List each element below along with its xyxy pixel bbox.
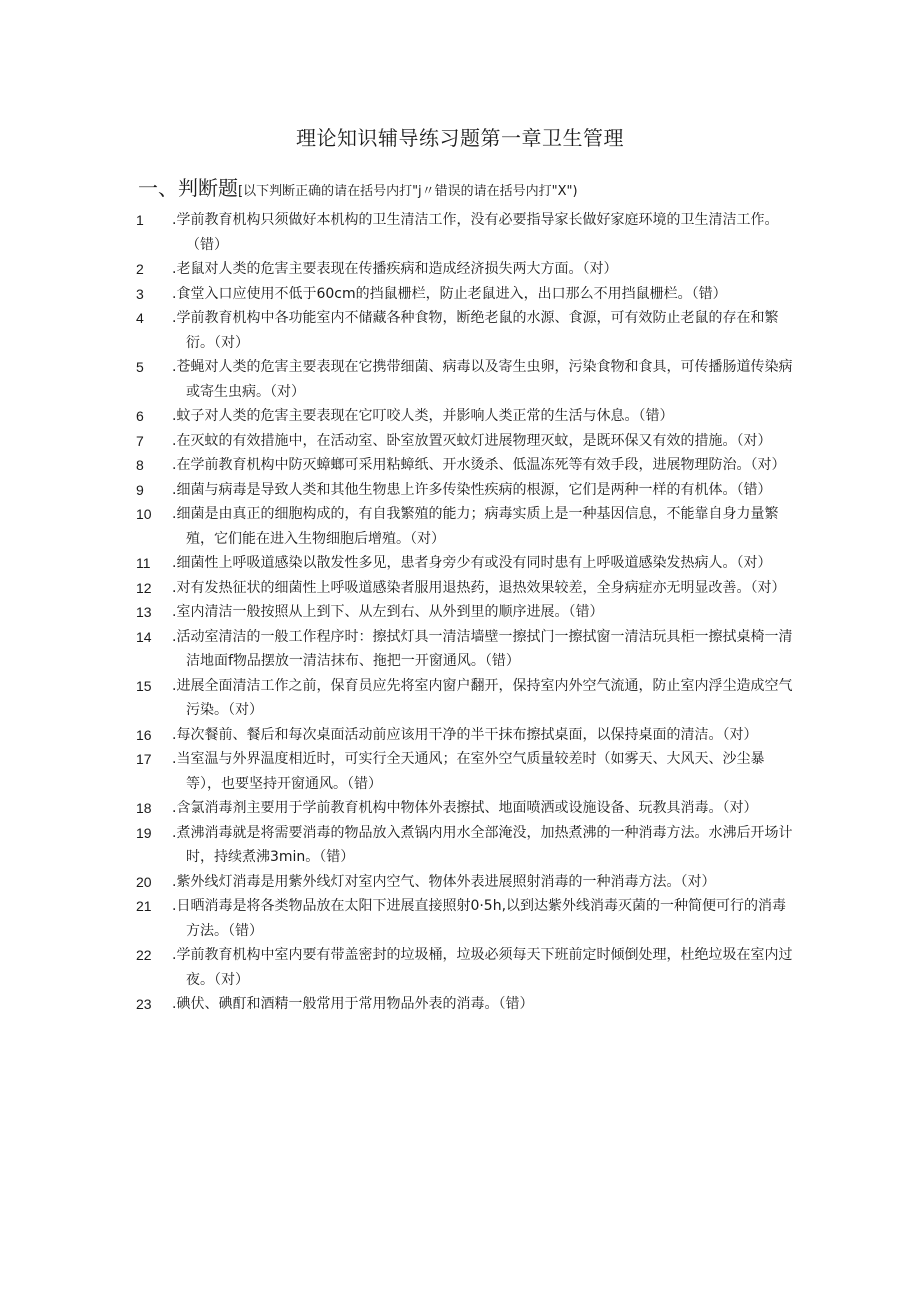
question-text: .活动室清洁的一般工作程序时：擦拭灯具一清洁墙壁一擦拭门一擦拭窗一清洁玩具柜一擦拭桌椅一清洁地面f物品摆放一清洁抹布、拖把一开窗通风。（错） bbox=[172, 628, 793, 669]
question-number: 1 bbox=[136, 212, 144, 228]
question-number: 17 bbox=[136, 751, 152, 767]
question-number: 9 bbox=[136, 481, 144, 498]
question-number: 6 bbox=[136, 408, 144, 424]
question-number: 20 bbox=[136, 873, 152, 890]
question-item bbox=[136, 796, 796, 821]
question-text: .苍蝇对人类的危害主要表现在它携带细菌、病毒以及寄生虫卵，污染食物和食具，可传播肠道传染病或寄生虫病。（对） bbox=[172, 359, 793, 400]
question-text: .对有发热征状的细菌性上呼吸道感染者服用退热药，退热效果较差，全身病症亦无明显改善。（对） bbox=[172, 579, 786, 596]
question-item bbox=[136, 870, 796, 895]
question-text: .学前教育机构只须做好本机构的卫生清洁工作，没有必要指导家长做好家庭环境的卫生清洁工作。（错） bbox=[172, 212, 779, 253]
question-item bbox=[136, 208, 796, 257]
question-item bbox=[136, 747, 796, 796]
question-item bbox=[136, 992, 796, 1017]
question-number: 4 bbox=[136, 310, 144, 326]
question-item bbox=[136, 821, 796, 870]
question-item bbox=[136, 404, 796, 429]
question-item bbox=[136, 453, 796, 478]
section-title: 一、判断题 bbox=[138, 176, 238, 200]
question-number: 13 bbox=[136, 604, 152, 620]
question-item bbox=[136, 502, 796, 551]
question-number: 7 bbox=[136, 432, 144, 449]
question-number: 23 bbox=[136, 996, 152, 1012]
question-item bbox=[136, 894, 796, 943]
question-text: .碘伏、碘酊和酒精一般常用于常用物品外表的消毒。（错） bbox=[172, 996, 534, 1012]
question-text: .在灭蚊的有效措施中，在活动室、卧室放置灭蚊灯进展物理灭蚊，是既环保又有效的措施。（对） bbox=[172, 432, 772, 449]
question-text: .日晒消毒是将各类物品放在太阳下进展直接照射0·5h,以到达紫外线消毒灭菌的一种简便可行的消毒方法。（错） bbox=[172, 898, 787, 939]
page-title: 理论知识辅导练习题第一章卫生管理 bbox=[296, 126, 624, 150]
question-text: .室内清洁一般按照从上到下、从左到右、从外到里的顺序进展。（错） bbox=[172, 604, 604, 620]
question-item bbox=[136, 355, 796, 404]
question-number: 21 bbox=[136, 898, 152, 914]
question-text: .每次餐前、餐后和每次桌面活动前应该用干净的半干抹布擦拭桌面，以保持桌面的清洁。（对） bbox=[172, 726, 758, 743]
question-text: .细菌与病毒是导致人类和其他生物患上许多传染性疾病的根源，它们是两种一样的有机体。（错） bbox=[172, 481, 772, 498]
question-text: .老鼠对人类的危害主要表现在传播疾病和造成经济损失两大方面。（对） bbox=[172, 261, 618, 277]
question-text: .当室温与外界温度相近时，可实行全天通风；在室外空气质量较差时（如雾天、大风天、沙尘暴等），也要坚持开窗通风。（错） bbox=[172, 751, 765, 792]
question-text: .食堂入口应使用不低于60cm的挡鼠栅栏，防止老鼠进入，出口那么不用挡鼠栅栏。（错） bbox=[172, 285, 727, 302]
question-item bbox=[136, 257, 796, 282]
question-item bbox=[136, 600, 796, 625]
question-item bbox=[136, 576, 796, 601]
question-text: .进展全面清洁工作之前，保育员应先将室内窗户翻开，保持室内外空气流通，防止室内浮尘造成空气污染。（对） bbox=[172, 677, 793, 718]
question-item bbox=[136, 478, 796, 503]
question-text: .细菌是由真正的细胞构成的，有自我繁殖的能力；病毒实质上是一种基因信息，不能靠自身力量繁殖，它们能在进入生物细胞后增殖。（对） bbox=[172, 506, 779, 547]
section-heading bbox=[138, 174, 578, 206]
question-number: 15 bbox=[136, 677, 152, 694]
question-item bbox=[136, 429, 796, 454]
question-text: .紫外线灯消毒是用紫外线灯对室内空气、物体外表进展照射消毒的一种消毒方法。（对） bbox=[172, 873, 716, 890]
question-item bbox=[136, 306, 796, 355]
question-number: 12 bbox=[136, 579, 152, 596]
question-item bbox=[136, 625, 796, 674]
question-text: .学前教育机构中室内要有带盖密封的垃圾桶，垃圾必须每天下班前定时倾倒处理，杜绝垃圾在室内过夜。（对） bbox=[172, 947, 793, 988]
question-number: 14 bbox=[136, 628, 152, 645]
question-item bbox=[136, 723, 796, 748]
question-item bbox=[136, 282, 796, 307]
question-text: .细菌性上呼吸道感染以散发性多见，患者身旁少有或没有同时患有上呼吸道感染发热病人。（对） bbox=[172, 555, 772, 571]
question-list bbox=[136, 208, 796, 1017]
question-number: 19 bbox=[136, 824, 152, 841]
question-text: .煮沸消毒就是将需要消毒的物品放入煮锅内用水全部淹没，加热煮沸的一种消毒方法。水沸后开场计时，持续煮沸3min。（错） bbox=[172, 824, 793, 865]
question-text: .含氯消毒剂主要用于学前教育机构中物体外表擦拭、地面喷洒或设施设备、玩教具消毒。（对） bbox=[172, 800, 758, 816]
question-number: 22 bbox=[136, 947, 152, 963]
question-number: 5 bbox=[136, 359, 144, 375]
question-number: 3 bbox=[136, 285, 144, 302]
question-item bbox=[136, 551, 796, 576]
question-number: 11 bbox=[136, 555, 151, 571]
section-instruction: [以下判断正确的请在括号内打"j〃错误的请在括号内打"X") bbox=[238, 184, 578, 199]
question-number: 16 bbox=[136, 726, 152, 743]
question-text: .蚊子对人类的危害主要表现在它叮咬人类，并影响人类正常的生活与休息。（错） bbox=[172, 408, 674, 424]
question-item bbox=[136, 943, 796, 992]
question-text: .学前教育机构中各功能室内不储藏各种食物，断绝老鼠的水源、食源，可有效防止老鼠的存在和繁衍。（对） bbox=[172, 310, 779, 351]
question-item bbox=[136, 674, 796, 723]
question-number: 10 bbox=[136, 506, 152, 522]
question-number: 8 bbox=[136, 457, 144, 473]
question-number: 18 bbox=[136, 800, 152, 816]
question-text: .在学前教育机构中防灭蟑螂可采用粘蟑纸、开水烫杀、低温冻死等有效手段，进展物理防治。（对） bbox=[172, 457, 786, 473]
question-number: 2 bbox=[136, 261, 144, 277]
